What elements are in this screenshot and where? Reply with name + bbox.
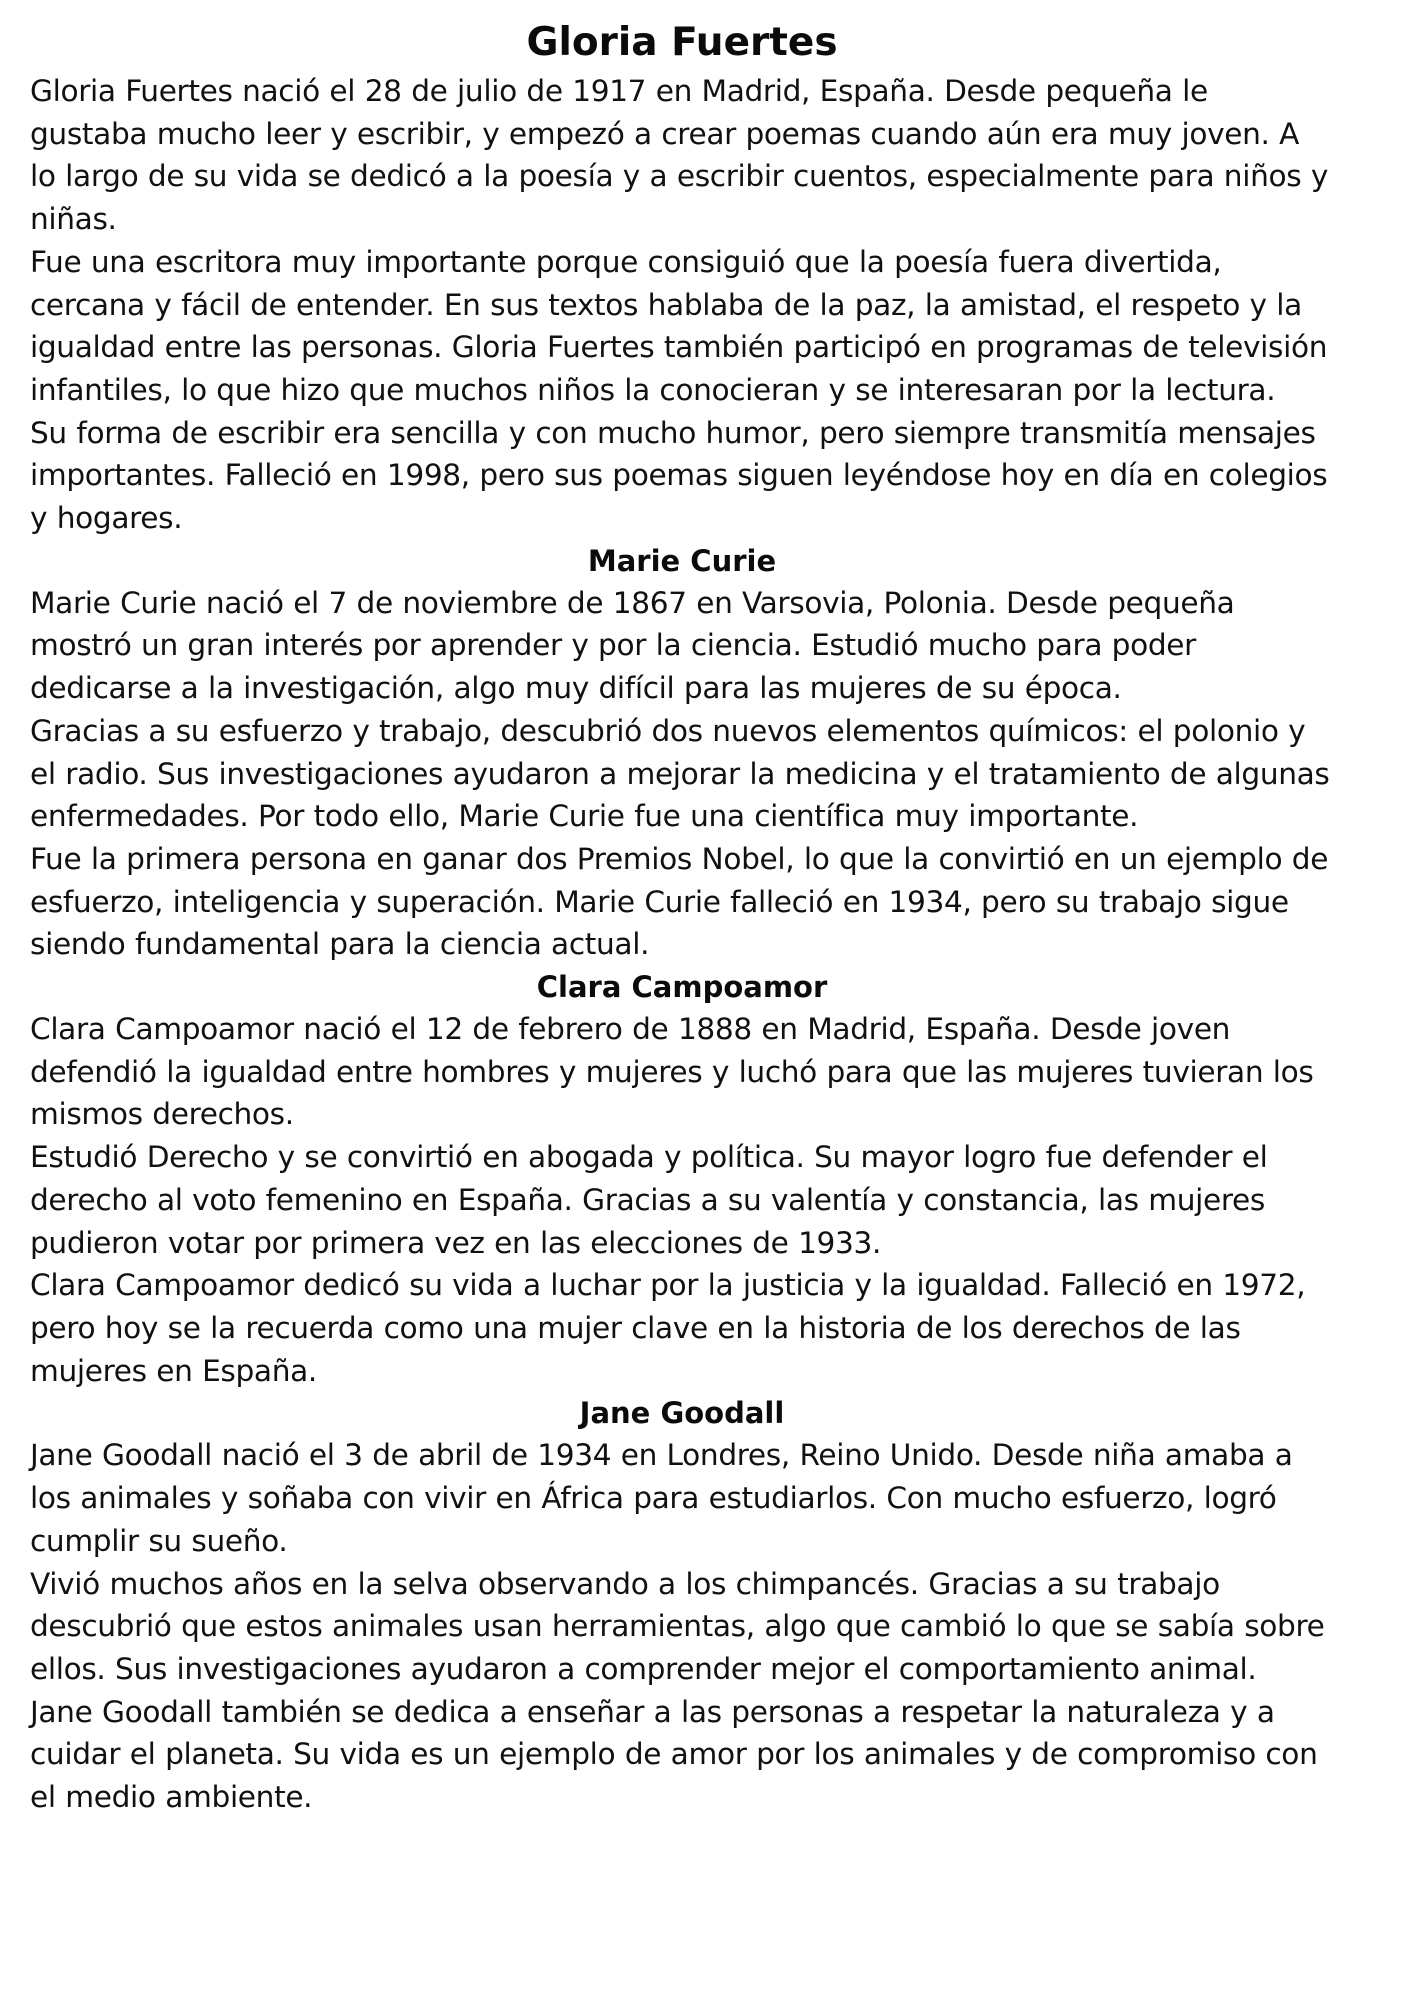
paragraph: Fue una escritora muy importante porque consiguió que la poesía fuera divertida, cercana y fácil de entender. En sus textos hablaba de la paz, la amistad, el respeto y la igualdad entre las personas. Gloria Fuertes también participó en programas de televisión infantiles, lo que hizo que muchos niños la conocieran y se interesaran por la lectura. <box>30 244 1328 407</box>
paragraph: Clara Campoamor nació el 12 de febrero de 1888 en Madrid, España. Desde joven defendió la igualdad entre hombres y mujeres y luchó para que las mujeres tuvieran los mismos derechos. <box>30 1012 1314 1132</box>
section-marie-curie <box>30 540 1334 966</box>
page-title: Gloria Fuertes <box>526 20 838 65</box>
section-jane-goodall <box>30 1392 1334 1818</box>
paragraph: Estudió Derecho y se convirtió en abogada y política. Su mayor logro fue defender el derecho al voto femenino en España. Gracias a su valentía y constancia, las mujeres pudieron votar por primera vez en las elecciones de 1933. <box>30 1140 1268 1260</box>
section-heading: Clara Campoamor <box>536 970 828 1005</box>
paragraph: Su forma de escribir era sencilla y con mucho humor, pero siempre transmitía mensajes importantes. Falleció en 1998, pero sus poemas siguen leyéndose hoy en día en colegios y hogares. <box>30 415 1328 536</box>
paragraph: Clara Campoamor dedicó su vida a luchar por la justicia y la igualdad. Falleció en 1972, pero hoy se la recuerda como una mujer clave en la historia de los derechos de las mujeres en España. <box>30 1268 1306 1388</box>
section-clara-campoamor <box>30 966 1334 1392</box>
paragraph: Gloria Fuertes nació el 28 de julio de 1917 en Madrid, España. Desde pequeña le gustaba mucho leer y escribir, y empezó a crear poemas cuando aún era muy joven. A lo largo de su vida se dedicó a la poesía y a escribir cuentos, especialmente para niños y niñas. <box>30 74 1329 237</box>
paragraph: Vivió muchos años en la selva observando a los chimpancés. Gracias a su trabajo descubrió que estos animales usan herramientas, algo que cambió lo que se sabía sobre ellos. Sus investigaciones ayudaron a comprender mejor el comportamiento animal. <box>30 1566 1325 1686</box>
section-heading: Jane Goodall <box>579 1396 785 1431</box>
section-gloria-fuertes <box>30 70 1334 540</box>
paragraph: Jane Goodall también se dedica a enseñar a las personas a respetar la naturaleza y a cuidar el planeta. Su vida es un ejemplo de amor por los animales y de compromiso con el medio ambiente. <box>30 1694 1318 1815</box>
section-heading: Marie Curie <box>587 543 777 578</box>
paragraph: Marie Curie nació el 7 de noviembre de 1867 en Varsovia, Polonia. Desde pequeña mostró un gran interés por aprender y por la ciencia. Estudió mucho para poder dedicarse a la investigación, algo muy difícil para las mujeres de su época. <box>30 585 1235 706</box>
paragraph: Jane Goodall nació el 3 de abril de 1934 en Londres, Reino Unido. Desde niña amaba a los animales y soñaba con vivir en África para estudiarlos. Con mucho esfuerzo, logró cumplir su sueño. <box>30 1438 1293 1558</box>
paragraph: Gracias a su esfuerzo y trabajo, descubrió dos nuevos elementos químicos: el polonio y el radio. Sus investigaciones ayudaron a mejorar la medicina y el tratamiento de algunas enfermedades. Por todo ello, Marie Curie fue una científica muy importante. <box>30 713 1330 834</box>
paragraph: Fue la primera persona en ganar dos Premios Nobel, lo que la convirtió en un ejemplo de esfuerzo, inteligencia y superación. Marie Curie falleció en 1934, pero su trabajo sigue siendo fundamental para la ciencia actual. <box>30 841 1329 962</box>
